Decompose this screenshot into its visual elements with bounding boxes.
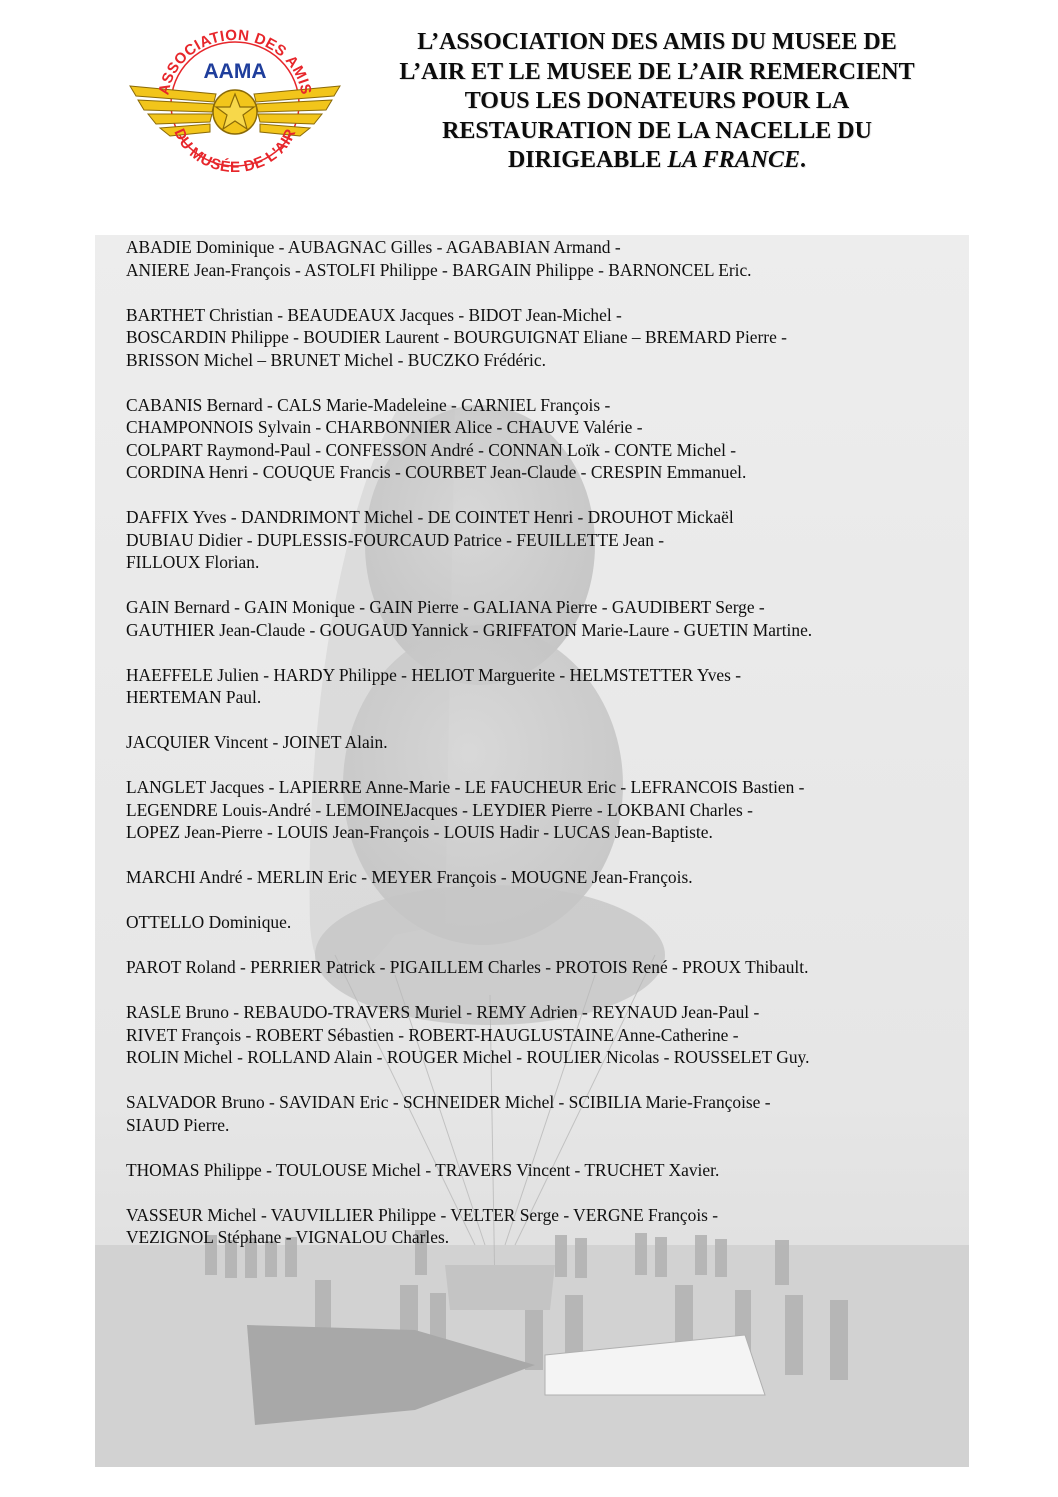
donor-line: CHAMPONNOIS Sylvain - CHARBONNIER Alice - CHAUVE Valérie -: [126, 417, 643, 437]
donor-line: THOMAS Philippe - TOULOUSE Michel - TRAVERS Vincent - TRUCHET Xavier.: [126, 1159, 720, 1180]
title-line: RESTAURATION DE LA NACELLE DU: [442, 117, 872, 144]
donor-group: [126, 1159, 946, 1182]
donor-line: GAIN Bernard - GAIN Monique - GAIN Pierre - GALIANA Pierre - GAUDIBERT Serge -: [126, 597, 765, 617]
donor-line: RIVET François - ROBERT Sébastien - ROBERT-HAUGLUSTAINE Anne-Catherine -: [126, 1024, 739, 1045]
donor-line: HAEFFELE Julien - HARDY Philippe - HELIOT Marguerite - HELMSTETTER Yves -: [126, 664, 742, 685]
donor-line: VASSEUR Michel - VAUVILLIER Philippe - VELTER Serge - VERGNE François -: [126, 1204, 719, 1225]
donor-line: VEZIGNOL Stéphane - VIGNALOU Charles.: [126, 1227, 450, 1247]
donor-line: ROLIN Michel - ROLLAND Alain - ROUGER Michel - ROULIER Nicolas - ROUSSELET Guy.: [126, 1047, 810, 1067]
donor-line: SIAUD Pierre.: [126, 1114, 230, 1135]
donor-line: CORDINA Henri - COUQUE Francis - COURBET Jean-Claude - CRESPIN Emmanuel.: [126, 462, 747, 482]
donor-group: [126, 731, 946, 754]
donor-line: DUBIAU Didier - DUPLESSIS-FOURCAUD Patrice - FEUILLETTE Jean -: [126, 529, 665, 550]
logo-bottom-text: DU MUSÉE DE L'AIR: [170, 126, 300, 177]
donor-line: LOPEZ Jean-Pierre - LOUIS Jean-François - LOUIS Hadir - LUCAS Jean-Baptiste.: [126, 822, 713, 842]
donor-group: [126, 776, 946, 844]
logo-abbr: AAMA: [203, 60, 267, 83]
donor-line: SALVADOR Bruno - SAVIDAN Eric - SCHNEIDER Michel - SCIBILIA Marie-Françoise -: [126, 1092, 771, 1112]
donor-group: [126, 304, 946, 372]
donor-line: PAROT Roland - PERRIER Patrick - PIGAILLEM Charles - PROTOIS René - PROUX Thibault.: [126, 957, 809, 977]
donor-group: [126, 1204, 946, 1249]
donor-line: BARTHET Christian - BEAUDEAUX Jacques - BIDOT Jean-Michel -: [126, 304, 622, 325]
donor-line: MARCHI André - MERLIN Eric - MEYER François - MOUGNE Jean-François.: [126, 867, 693, 887]
donor-line: GAUTHIER Jean-Claude - GOUGAUD Yannick - GRIFFATON Marie-Laure - GUETIN Martine.: [126, 619, 813, 640]
donor-line: OTTELLO Dominique.: [126, 912, 292, 932]
title-line: L’AIR ET LE MUSEE DE L’AIR REMERCIENT: [399, 58, 915, 85]
donor-line: LANGLET Jacques - LAPIERRE Anne-Marie - LE FAUCHEUR Eric - LEFRANCOIS Bastien -: [126, 777, 805, 797]
donor-line: ABADIE Dominique - AUBAGNAC Gilles - AGABABIAN Armand -: [126, 237, 621, 257]
aama-logo: [128, 24, 342, 180]
logo-top-text: ASSOCIATION DES AMIS: [155, 26, 315, 97]
donor-group: [126, 394, 946, 484]
title-line: [372, 146, 942, 176]
donor-line: BRISSON Michel – BRUNET Michel - BUCZKO Frédéric.: [126, 349, 546, 370]
donor-group: [126, 596, 946, 641]
donor-group: [126, 956, 946, 979]
donor-line: DAFFIX Yves - DANDRIMONT Michel - DE COINTET Henri - DROUHOT Mickaël: [126, 507, 734, 527]
donor-line: ANIERE Jean-François - ASTOLFI Philippe - BARGAIN Philippe - BARNONCEL Eric.: [126, 259, 752, 280]
donor-group: [126, 1091, 946, 1136]
donor-line: FILLOUX Florian.: [126, 552, 260, 572]
donor-line: BOSCARDIN Philippe - BOUDIER Laurent - BOURGUIGNAT Eliane – BREMARD Pierre -: [126, 327, 787, 347]
title-suffix: .: [800, 147, 807, 173]
donor-list: [126, 236, 946, 1271]
title-italic: LA FRANCE: [667, 147, 801, 173]
donor-group: [126, 664, 946, 709]
donor-group: [126, 911, 946, 934]
title-line: L’ASSOCIATION DES AMIS DU MUSEE DE: [417, 29, 897, 55]
title-prefix: DIRIGEABLE: [507, 147, 668, 173]
title-line: TOUS LES DONATEURS POUR LA: [464, 88, 850, 114]
donor-group: [126, 236, 946, 281]
donor-line: LEGENDRE Louis-André - LEMOINEJacques - LEYDIER Pierre - LOKBANI Charles -: [126, 799, 753, 820]
donor-line: COLPART Raymond-Paul - CONFESSON André - CONNAN Loïk - CONTE Michel -: [126, 439, 737, 460]
donor-group: [126, 866, 946, 889]
donor-line: RASLE Bruno - REBAUDO-TRAVERS Muriel - REMY Adrien - REYNAUD Jean-Paul -: [126, 1002, 760, 1022]
page-title: [372, 28, 942, 176]
donor-line: JACQUIER Vincent - JOINET Alain.: [126, 732, 388, 752]
donor-group: [126, 1001, 946, 1069]
donor-group: [126, 506, 946, 574]
donor-line: CABANIS Bernard - CALS Marie-Madeleine - CARNIEL François -: [126, 394, 611, 415]
donor-line: HERTEMAN Paul.: [126, 687, 262, 707]
